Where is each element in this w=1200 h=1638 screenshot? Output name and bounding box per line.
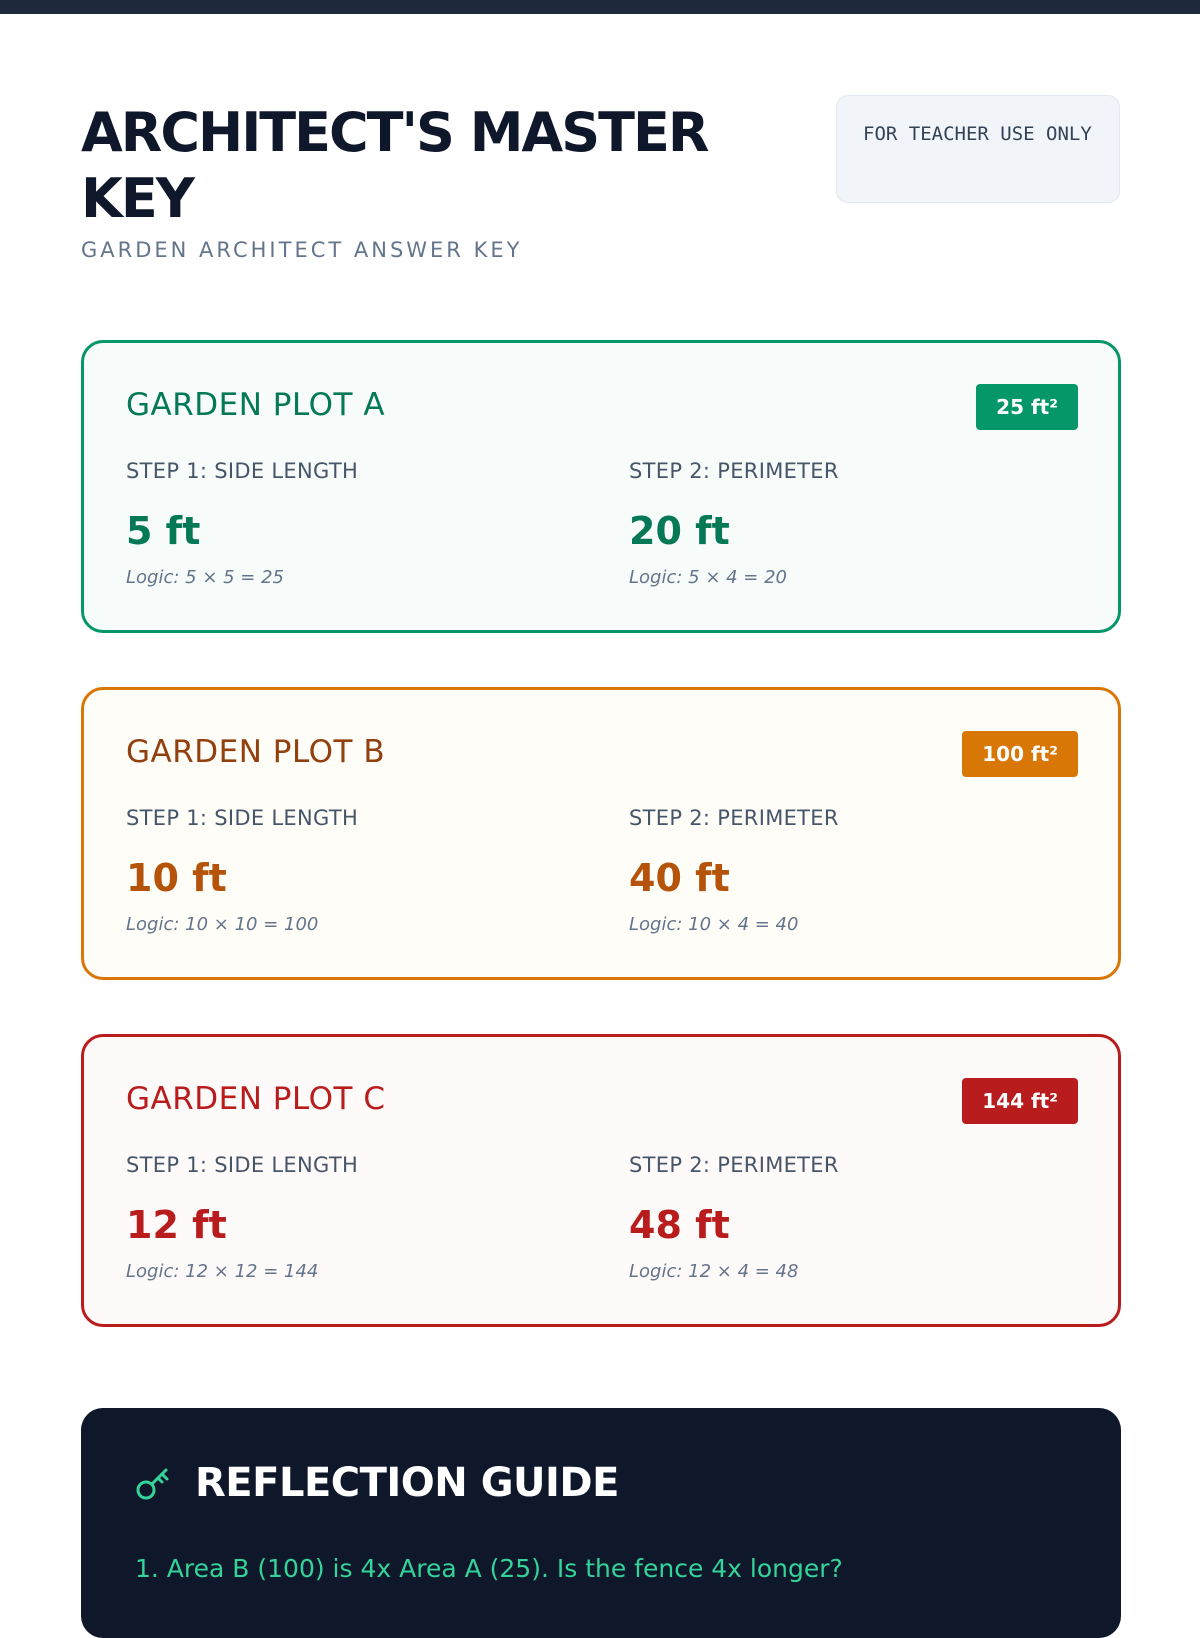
garden-plot-c-card bbox=[81, 1034, 1121, 1327]
perimeter-value: 48 ft bbox=[629, 1203, 730, 1247]
reflection-title: REFLECTION GUIDE bbox=[195, 1460, 619, 1506]
perimeter-value: 20 ft bbox=[629, 509, 730, 553]
step-label: STEP 1: SIDE LENGTH bbox=[126, 806, 359, 830]
garden-plot-a-card bbox=[81, 340, 1121, 633]
teacher-use-badge bbox=[836, 95, 1120, 203]
key-icon bbox=[133, 1463, 173, 1503]
perimeter-logic: Logic: 12 × 4 = 48 bbox=[629, 1261, 799, 1282]
side-length-logic: Logic: 5 × 5 = 25 bbox=[126, 567, 285, 588]
side-length-logic: Logic: 10 × 10 = 100 bbox=[126, 914, 319, 935]
garden-plot-b-card bbox=[81, 687, 1121, 980]
plot-title: GARDEN PLOT B bbox=[126, 734, 386, 770]
step-side-length bbox=[126, 806, 546, 935]
reflection-question: 1. Area B (100) is 4x Area A (25). Is the fence 4x longer? bbox=[135, 1554, 843, 1583]
side-length-logic: Logic: 12 × 12 = 144 bbox=[126, 1261, 319, 1282]
reflection-guide-panel bbox=[81, 1408, 1121, 1638]
plot-title: GARDEN PLOT A bbox=[126, 387, 386, 423]
side-length-value: 5 ft bbox=[126, 509, 201, 553]
perimeter-logic: Logic: 10 × 4 = 40 bbox=[629, 914, 799, 935]
step-label: STEP 1: SIDE LENGTH bbox=[126, 459, 359, 483]
step-side-length bbox=[126, 1153, 546, 1282]
area-badge: 144 ft² bbox=[962, 1078, 1078, 1124]
step-perimeter bbox=[629, 459, 1049, 588]
teacher-use-label: FOR TEACHER USE ONLY bbox=[863, 123, 1092, 145]
side-length-value: 12 ft bbox=[126, 1203, 227, 1247]
reflection-header bbox=[133, 1460, 619, 1506]
step-label: STEP 1: SIDE LENGTH bbox=[126, 1153, 359, 1177]
perimeter-value: 40 ft bbox=[629, 856, 730, 900]
step-side-length bbox=[126, 459, 546, 588]
page-title: ARCHITECT'S MASTER KEY bbox=[81, 101, 708, 230]
side-length-value: 10 ft bbox=[126, 856, 227, 900]
page-subtitle: GARDEN ARCHITECT ANSWER KEY bbox=[81, 238, 523, 262]
step-perimeter bbox=[629, 1153, 1049, 1282]
area-badge: 25 ft² bbox=[976, 384, 1078, 430]
area-badge: 100 ft² bbox=[962, 731, 1078, 777]
top-accent-bar bbox=[0, 0, 1200, 14]
step-label: STEP 2: PERIMETER bbox=[629, 806, 839, 830]
step-perimeter bbox=[629, 806, 1049, 935]
step-label: STEP 2: PERIMETER bbox=[629, 459, 839, 483]
plot-title: GARDEN PLOT C bbox=[126, 1081, 386, 1117]
step-label: STEP 2: PERIMETER bbox=[629, 1153, 839, 1177]
perimeter-logic: Logic: 5 × 4 = 20 bbox=[629, 567, 788, 588]
